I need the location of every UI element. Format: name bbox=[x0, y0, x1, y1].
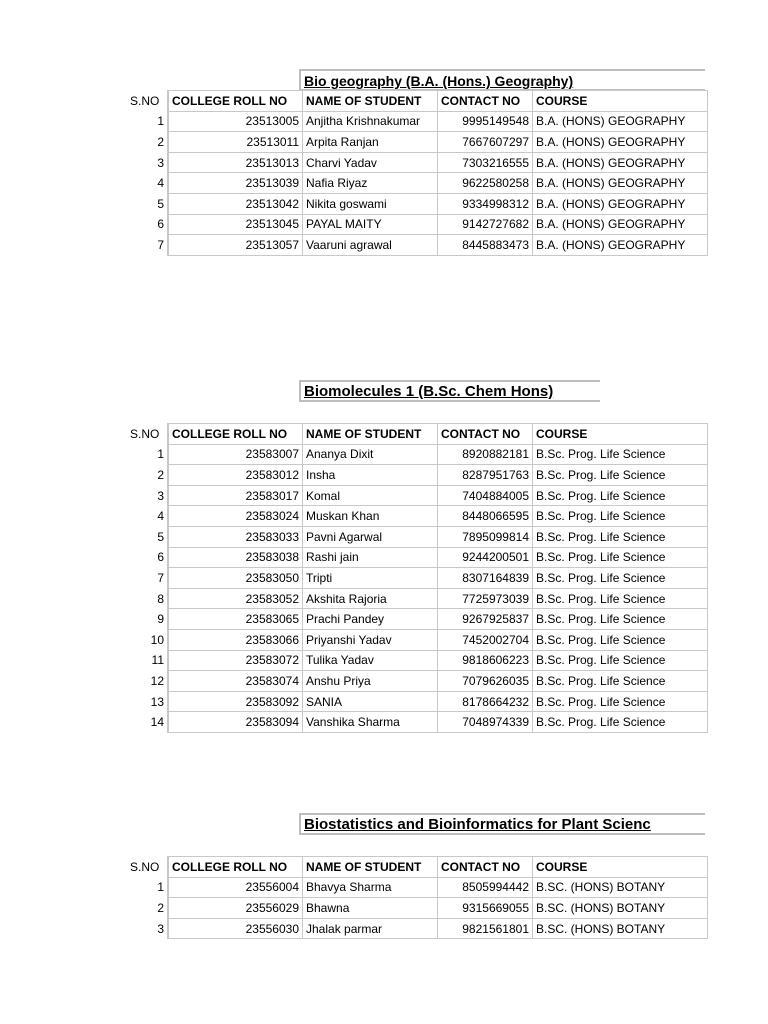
student-table bbox=[126, 856, 708, 939]
table-row bbox=[126, 173, 708, 194]
row-number-cell: 4 bbox=[126, 173, 168, 194]
table-row bbox=[126, 465, 708, 486]
section-title: Biostatistics and Bioinformatics for Plant Scienc bbox=[299, 813, 705, 835]
student-name-cell: Pavni Agarwal bbox=[303, 526, 438, 547]
table-row bbox=[126, 485, 708, 506]
contact-number-cell: 9244200501 bbox=[438, 547, 533, 568]
student-name-cell: Jhalak parmar bbox=[303, 918, 438, 939]
student-name-cell: Komal bbox=[303, 485, 438, 506]
roll-number-cell: 23583094 bbox=[168, 712, 303, 733]
course-cell: B.Sc. Prog. Life Science bbox=[533, 444, 708, 465]
column-header-contact-number: CONTACT NO bbox=[438, 424, 533, 445]
contact-number-cell: 8445883473 bbox=[438, 235, 533, 256]
row-number-cell: 2 bbox=[126, 465, 168, 486]
student-name-cell: Charvi Yadav bbox=[303, 152, 438, 173]
roll-number-cell: 23583033 bbox=[168, 526, 303, 547]
course-cell: B.Sc. Prog. Life Science bbox=[533, 465, 708, 486]
student-table bbox=[126, 90, 708, 256]
contact-number-cell: 9622580258 bbox=[438, 173, 533, 194]
course-cell: B.SC. (HONS) BOTANY bbox=[533, 898, 708, 919]
course-cell: B.Sc. Prog. Life Science bbox=[533, 712, 708, 733]
contact-number-cell: 8178664232 bbox=[438, 691, 533, 712]
contact-number-cell: 7079626035 bbox=[438, 671, 533, 692]
column-header-contact-number: CONTACT NO bbox=[438, 91, 533, 112]
roll-number-cell: 23513045 bbox=[168, 214, 303, 235]
course-cell: B.Sc. Prog. Life Science bbox=[533, 568, 708, 589]
column-header-row-number: S.NO bbox=[126, 91, 168, 112]
contact-number-cell: 9142727682 bbox=[438, 214, 533, 235]
contact-number-cell: 9995149548 bbox=[438, 111, 533, 132]
contact-number-cell: 7452002704 bbox=[438, 629, 533, 650]
student-name-cell: Bhawna bbox=[303, 898, 438, 919]
row-number-cell: 7 bbox=[126, 235, 168, 256]
row-number-cell: 5 bbox=[126, 526, 168, 547]
row-number-cell: 1 bbox=[126, 444, 168, 465]
column-header-student-name: NAME OF STUDENT bbox=[303, 857, 438, 878]
contact-number-cell: 9267925837 bbox=[438, 609, 533, 630]
table-row bbox=[126, 691, 708, 712]
table-row bbox=[126, 877, 708, 898]
roll-number-cell: 23583017 bbox=[168, 485, 303, 506]
course-cell: B.A. (HONS) GEOGRAPHY bbox=[533, 132, 708, 153]
table-row bbox=[126, 712, 708, 733]
contact-number-cell: 8448066595 bbox=[438, 506, 533, 527]
course-cell: B.Sc. Prog. Life Science bbox=[533, 609, 708, 630]
student-name-cell: Tripti bbox=[303, 568, 438, 589]
course-cell: B.SC. (HONS) BOTANY bbox=[533, 877, 708, 898]
contact-number-cell: 9334998312 bbox=[438, 193, 533, 214]
column-header-course: COURSE bbox=[533, 424, 708, 445]
student-name-cell: Vanshika Sharma bbox=[303, 712, 438, 733]
column-header-course: COURSE bbox=[533, 91, 708, 112]
course-cell: B.Sc. Prog. Life Science bbox=[533, 588, 708, 609]
contact-number-cell: 7667607297 bbox=[438, 132, 533, 153]
course-cell: B.A. (HONS) GEOGRAPHY bbox=[533, 214, 708, 235]
table-row bbox=[126, 609, 708, 630]
roll-number-cell: 23583065 bbox=[168, 609, 303, 630]
course-cell: B.A. (HONS) GEOGRAPHY bbox=[533, 111, 708, 132]
row-number-cell: 4 bbox=[126, 506, 168, 527]
row-number-cell: 14 bbox=[126, 712, 168, 733]
row-number-cell: 1 bbox=[126, 877, 168, 898]
student-name-cell: Rashi jain bbox=[303, 547, 438, 568]
row-number-cell: 2 bbox=[126, 898, 168, 919]
contact-number-cell: 9315669055 bbox=[438, 898, 533, 919]
table-row bbox=[126, 898, 708, 919]
roll-number-cell: 23583052 bbox=[168, 588, 303, 609]
column-header-roll-number: COLLEGE ROLL NO bbox=[168, 91, 303, 112]
student-name-cell: Tulika Yadav bbox=[303, 650, 438, 671]
table-row bbox=[126, 152, 708, 173]
roll-number-cell: 23513057 bbox=[168, 235, 303, 256]
table-header-row bbox=[126, 424, 708, 445]
student-name-cell: Akshita Rajoria bbox=[303, 588, 438, 609]
roll-number-cell: 23583050 bbox=[168, 568, 303, 589]
column-header-student-name: NAME OF STUDENT bbox=[303, 424, 438, 445]
roll-number-cell: 23583066 bbox=[168, 629, 303, 650]
roll-number-cell: 23556004 bbox=[168, 877, 303, 898]
contact-number-cell: 7895099814 bbox=[438, 526, 533, 547]
table-row bbox=[126, 506, 708, 527]
student-name-cell: Nafia Riyaz bbox=[303, 173, 438, 194]
student-name-cell: Muskan Khan bbox=[303, 506, 438, 527]
course-cell: B.Sc. Prog. Life Science bbox=[533, 506, 708, 527]
roll-number-cell: 23513042 bbox=[168, 193, 303, 214]
row-number-cell: 6 bbox=[126, 214, 168, 235]
table-header-row bbox=[126, 857, 708, 878]
student-name-cell: Ananya Dixit bbox=[303, 444, 438, 465]
row-number-cell: 11 bbox=[126, 650, 168, 671]
roll-number-cell: 23583074 bbox=[168, 671, 303, 692]
contact-number-cell: 7303216555 bbox=[438, 152, 533, 173]
row-number-cell: 1 bbox=[126, 111, 168, 132]
course-cell: B.Sc. Prog. Life Science bbox=[533, 671, 708, 692]
course-cell: B.SC. (HONS) BOTANY bbox=[533, 918, 708, 939]
roll-number-cell: 23556030 bbox=[168, 918, 303, 939]
row-number-cell: 10 bbox=[126, 629, 168, 650]
student-name-cell: Bhavya Sharma bbox=[303, 877, 438, 898]
roll-number-cell: 23583072 bbox=[168, 650, 303, 671]
roll-number-cell: 23513011 bbox=[168, 132, 303, 153]
table-row bbox=[126, 193, 708, 214]
table-row bbox=[126, 671, 708, 692]
course-cell: B.A. (HONS) GEOGRAPHY bbox=[533, 152, 708, 173]
section-title: Bio geography (B.A. (Hons.) Geography) bbox=[299, 69, 705, 91]
student-name-cell: Insha bbox=[303, 465, 438, 486]
course-cell: B.Sc. Prog. Life Science bbox=[533, 629, 708, 650]
row-number-cell: 13 bbox=[126, 691, 168, 712]
student-name-cell: Anjitha Krishnakumar bbox=[303, 111, 438, 132]
student-name-cell: SANIA bbox=[303, 691, 438, 712]
table-row bbox=[126, 588, 708, 609]
contact-number-cell: 7048974339 bbox=[438, 712, 533, 733]
table-row bbox=[126, 650, 708, 671]
table-row bbox=[126, 568, 708, 589]
course-cell: B.Sc. Prog. Life Science bbox=[533, 650, 708, 671]
course-cell: B.A. (HONS) GEOGRAPHY bbox=[533, 193, 708, 214]
roll-number-cell: 23583038 bbox=[168, 547, 303, 568]
student-name-cell: Arpita Ranjan bbox=[303, 132, 438, 153]
contact-number-cell: 9821561801 bbox=[438, 918, 533, 939]
row-number-cell: 3 bbox=[126, 485, 168, 506]
student-name-cell: PAYAL MAITY bbox=[303, 214, 438, 235]
row-number-cell: 6 bbox=[126, 547, 168, 568]
student-table bbox=[126, 423, 708, 733]
course-cell: B.Sc. Prog. Life Science bbox=[533, 485, 708, 506]
roll-number-cell: 23583024 bbox=[168, 506, 303, 527]
course-cell: B.A. (HONS) GEOGRAPHY bbox=[533, 173, 708, 194]
roll-number-cell: 23513013 bbox=[168, 152, 303, 173]
row-number-cell: 8 bbox=[126, 588, 168, 609]
student-name-cell: Prachi Pandey bbox=[303, 609, 438, 630]
course-cell: B.Sc. Prog. Life Science bbox=[533, 691, 708, 712]
table-row bbox=[126, 918, 708, 939]
table-header-row bbox=[126, 91, 708, 112]
contact-number-cell: 7725973039 bbox=[438, 588, 533, 609]
student-name-cell: Nikita goswami bbox=[303, 193, 438, 214]
contact-number-cell: 8307164839 bbox=[438, 568, 533, 589]
roll-number-cell: 23513039 bbox=[168, 173, 303, 194]
course-cell: B.A. (HONS) GEOGRAPHY bbox=[533, 235, 708, 256]
column-header-contact-number: CONTACT NO bbox=[438, 857, 533, 878]
roll-number-cell: 23513005 bbox=[168, 111, 303, 132]
roll-number-cell: 23583012 bbox=[168, 465, 303, 486]
table-row bbox=[126, 629, 708, 650]
column-header-roll-number: COLLEGE ROLL NO bbox=[168, 424, 303, 445]
column-header-row-number: S.NO bbox=[126, 857, 168, 878]
contact-number-cell: 8505994442 bbox=[438, 877, 533, 898]
roll-number-cell: 23583007 bbox=[168, 444, 303, 465]
row-number-cell: 12 bbox=[126, 671, 168, 692]
column-header-roll-number: COLLEGE ROLL NO bbox=[168, 857, 303, 878]
table-row bbox=[126, 547, 708, 568]
row-number-cell: 3 bbox=[126, 918, 168, 939]
table-row bbox=[126, 235, 708, 256]
row-number-cell: 9 bbox=[126, 609, 168, 630]
table-row bbox=[126, 526, 708, 547]
table-row bbox=[126, 132, 708, 153]
student-name-cell: Priyanshi Yadav bbox=[303, 629, 438, 650]
contact-number-cell: 8287951763 bbox=[438, 465, 533, 486]
row-number-cell: 3 bbox=[126, 152, 168, 173]
student-name-cell: Vaaruni agrawal bbox=[303, 235, 438, 256]
row-number-cell: 5 bbox=[126, 193, 168, 214]
course-cell: B.Sc. Prog. Life Science bbox=[533, 547, 708, 568]
column-header-student-name: NAME OF STUDENT bbox=[303, 91, 438, 112]
table-row bbox=[126, 214, 708, 235]
row-number-cell: 7 bbox=[126, 568, 168, 589]
course-cell: B.Sc. Prog. Life Science bbox=[533, 526, 708, 547]
column-header-row-number: S.NO bbox=[126, 424, 168, 445]
roll-number-cell: 23583092 bbox=[168, 691, 303, 712]
contact-number-cell: 7404884005 bbox=[438, 485, 533, 506]
table-row bbox=[126, 444, 708, 465]
contact-number-cell: 9818606223 bbox=[438, 650, 533, 671]
table-row bbox=[126, 111, 708, 132]
contact-number-cell: 8920882181 bbox=[438, 444, 533, 465]
student-name-cell: Anshu Priya bbox=[303, 671, 438, 692]
row-number-cell: 2 bbox=[126, 132, 168, 153]
column-header-course: COURSE bbox=[533, 857, 708, 878]
section-title: Biomolecules 1 (B.Sc. Chem Hons) bbox=[299, 380, 600, 402]
roll-number-cell: 23556029 bbox=[168, 898, 303, 919]
